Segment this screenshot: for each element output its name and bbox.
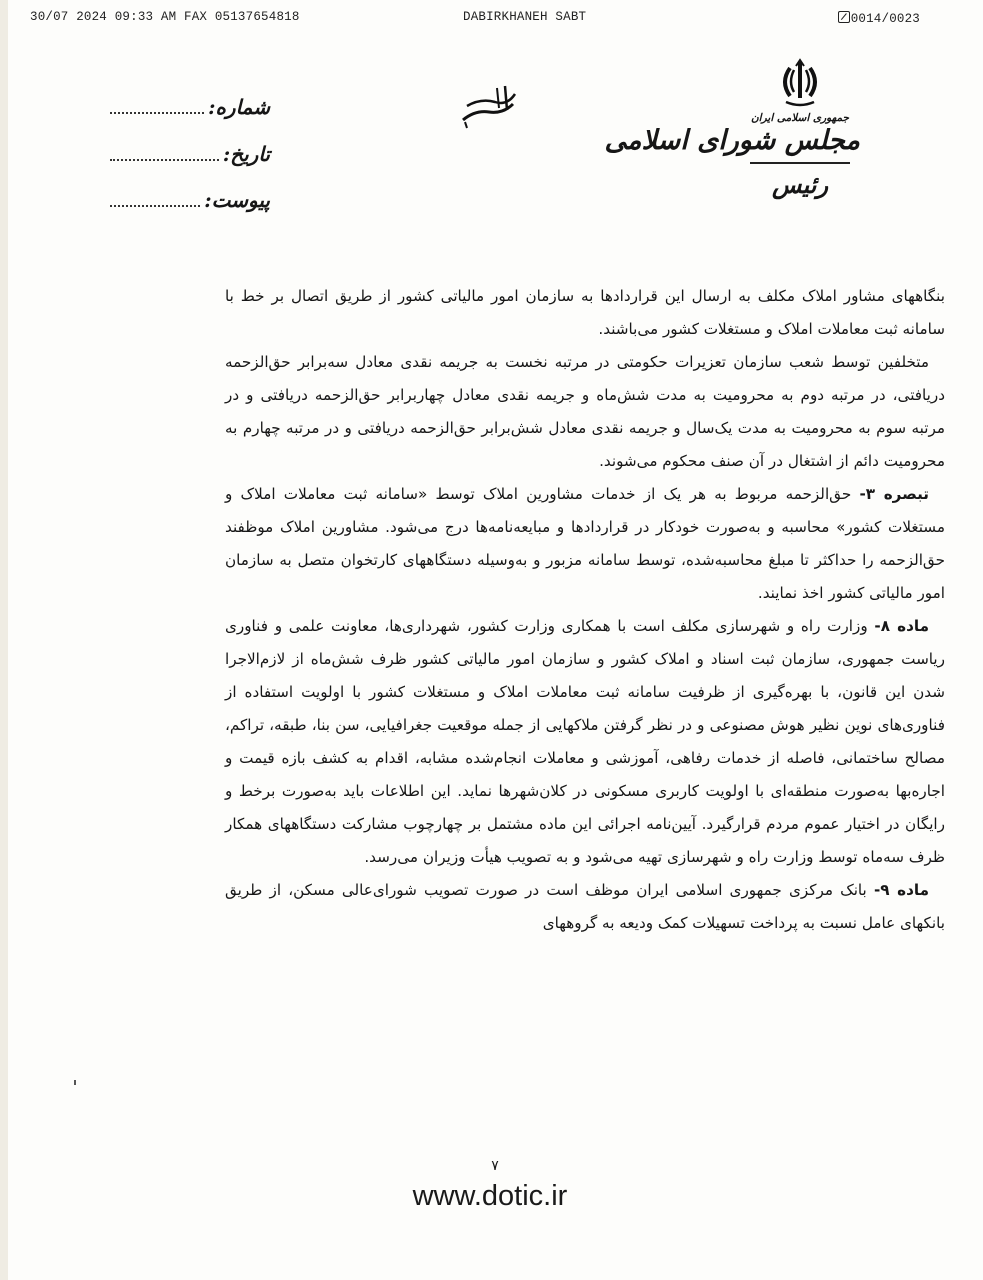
letterhead bbox=[604, 58, 860, 258]
article-9 bbox=[225, 874, 945, 940]
paragraph-lead: ماده ۹- bbox=[873, 881, 930, 899]
meta-dotted-line bbox=[110, 147, 219, 161]
checkbox-icon bbox=[838, 11, 850, 23]
meta-label: تاریخ: bbox=[222, 142, 270, 166]
paragraph-text: متخلفین توسط شعب سازمان تعزیرات حکومتی در مرتبه نخست به جریمه نقدی معادل سه‌برابر حق‌الزحمه دریافتی، در مرتبه دوم به محرومیت به مدت شش‌ماه و جریمه نقدی معادل چهاربرابر حق‌الزحمه دریافتی و در مرتبه سوم به محرومیت به مدت یک‌سال و جریمه نقدی معادل شش‌برابر حق‌الزحمه دریافتی و در مرتبه چهارم به محرومیت دائم از اشتغال در آن صنف محکوم می‌شوند. bbox=[225, 353, 945, 470]
document-body bbox=[225, 280, 945, 940]
meta-field-number bbox=[110, 92, 270, 122]
paragraph bbox=[225, 346, 945, 478]
organization-name: مجلس شورای اسلامی bbox=[604, 125, 860, 156]
scan-speck bbox=[74, 1080, 76, 1085]
meta-label: شماره: bbox=[208, 95, 270, 119]
iran-emblem-icon bbox=[776, 58, 824, 110]
fax-timestamp: 30/07 2024 09:33 AM FAX 05137654818 bbox=[30, 10, 300, 24]
meta-field-attachment bbox=[110, 185, 270, 215]
fax-page-counter: 0014/0023 bbox=[850, 12, 920, 26]
paragraph bbox=[225, 280, 945, 346]
meta-field-date bbox=[110, 139, 270, 169]
paragraph-text: بنگاههای مشاور املاک مکلف به ارسال این قراردادها به سازمان امور مالیاتی کشور از طریق اتصال بر خط با سامانه ثبت معاملات املاک و مستغلات کشور می‌باشند. bbox=[225, 287, 945, 338]
website-url[interactable]: www.dotic.ir bbox=[412, 1180, 568, 1212]
fax-page-counter-group bbox=[838, 10, 920, 26]
scan-edge bbox=[0, 0, 8, 1280]
fax-sender: DABIRKHANEH SABT bbox=[463, 10, 587, 24]
role-title: رئیس bbox=[771, 170, 829, 199]
bismihi-calligraphy-icon bbox=[455, 80, 525, 130]
fax-header bbox=[30, 10, 920, 32]
paragraph-lead: ماده ۸- bbox=[874, 617, 930, 635]
paragraph-text: بانک مرکزی جمهوری اسلامی ایران موظف است در صورت تصویب شورای‌عالی مسکن، از طریق بانکهای عامل نسبت به پرداخت تسهیلات کمک ودیعه به گروههای bbox=[225, 881, 945, 932]
meta-dotted-line bbox=[110, 100, 204, 114]
paragraph-lead: تبصره ۳- bbox=[859, 485, 929, 503]
page-number: ۷ bbox=[491, 1158, 499, 1174]
country-name: جمهوری اسلامی ایران bbox=[750, 112, 850, 124]
article-8 bbox=[225, 610, 945, 874]
meta-dotted-line bbox=[110, 193, 200, 207]
divider bbox=[750, 162, 850, 164]
note-3 bbox=[225, 478, 945, 610]
paragraph-text: حق‌الزحمه مربوط به هر یک از خدمات مشاورین املاک توسط «سامانه ثبت معاملات املاک و مستغلات کشور» محاسبه و به‌صورت خودکار در قراردادها و مبایعه‌نامه‌ها درج می‌شود. مشاورین املاک موظفند حق‌الزحمه را حداکثر تا مبلغ محاسبه‌شده، توسط سامانه مزبور و به‌وسیله دستگاههای کارتخوان متصل به سازمان امور مالیاتی کشور اخذ نمایند. bbox=[225, 485, 945, 602]
meta-label: پیوست: bbox=[204, 188, 270, 212]
paragraph-text: وزارت راه و شهرسازی مکلف است با همکاری وزارت کشور، شهرداری‌ها، معاونت علمی و فناوری ریاست جمهوری، سازمان ثبت اسناد و املاک کشور و سازمان امور مالیاتی کشور ظرف شش‌ماه از لازم‌الاجرا شدن این قانون، با بهره‌گیری از ظرفیت سامانه ثبت معاملات املاک و مستغلات کشور با اولویت استفاده از فناوری‌های نوین نظیر هوش مصنوعی و در نظر گرفتن ملاکهایی از جمله موقعیت جغرافیایی، سن بنا، طبقه، تراکم، مصالح ساختمانی، فاصله از خدمات رفاهی، آموزشی و معاملات انجام‌شده مشابه، اقدام به کشف بازه قیمت و اجاره‌بها به‌صورت منطقه‌ای با اولویت کاربری مسکونی در کلان‌شهرها نماید. این اطلاعات باید به‌صورت برخط و رایگان در اختیار عموم مردم قرارگیرد. آیین‌نامه اجرائی این ماده مشتمل بر چهارچوب مشارکت دستگاههای همکار ظرف سه‌ماه توسط وزارت راه و شهرسازی تهیه می‌شود و به تصویب هیأت وزیران می‌رسد. bbox=[225, 617, 945, 866]
